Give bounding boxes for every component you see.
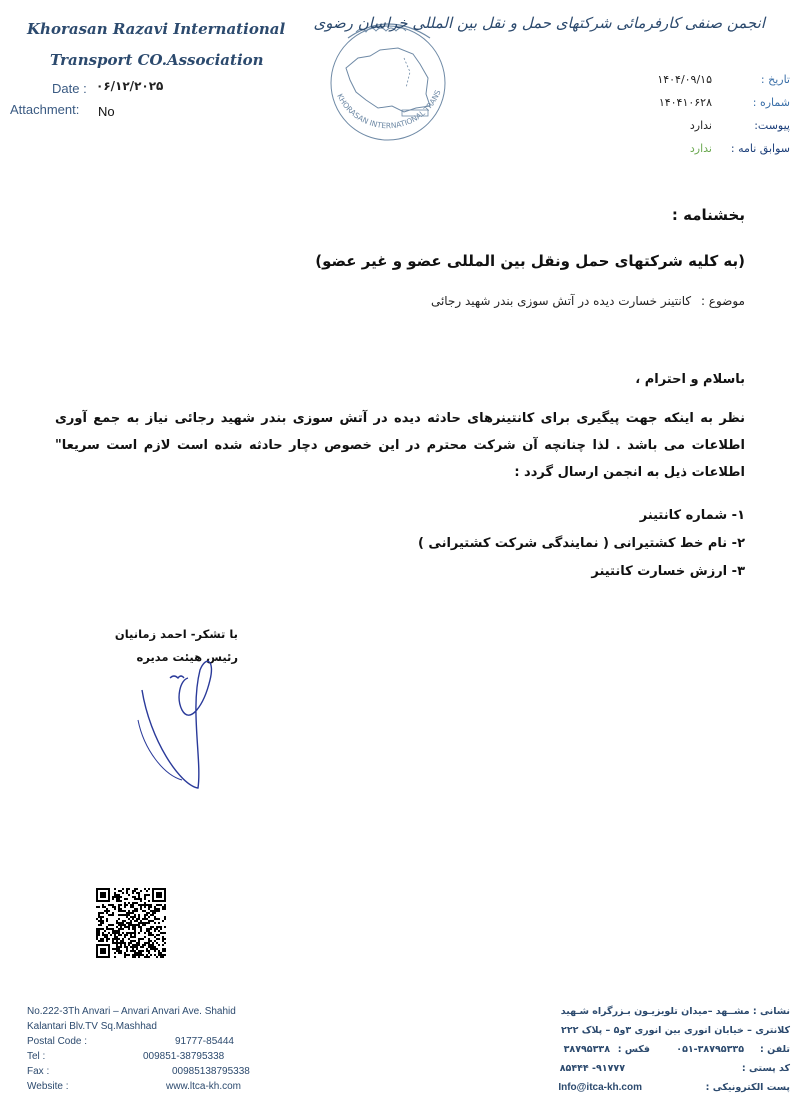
signoff-title: رئیس هیئت مدیره [136, 650, 238, 664]
footer-en [27, 1004, 287, 1094]
attachment-label: Attachment: [10, 102, 80, 117]
footer-fa-tel-value: ۰۵۱-۳۸۷۹۵۳۳۵ [676, 1044, 744, 1055]
subject-label: موضوع : [700, 294, 745, 308]
footer-en-tel-label: Tel : [27, 1051, 46, 1062]
signature-scribble-icon [130, 650, 230, 790]
footer-en-postal-label: Postal Code : [27, 1036, 88, 1047]
date-value: ۰۶/۱۲/۲۰۲۵ [96, 79, 164, 93]
qr-code-icon [96, 888, 166, 958]
footer-en-address-line1: No.222-3Th Anvari – Anvari Anvari Ave. Shahid [27, 1006, 236, 1017]
footer-fa-email-label: پست الکترونیکی : [705, 1082, 790, 1093]
list-item-damage-value: ۳- ارزش خسارت کانتینر [591, 564, 745, 579]
footer-fa-tel-label: تلفن : [760, 1044, 790, 1055]
meta-row-history [630, 142, 790, 164]
meta-date-value: ۱۴۰۴/۰۹/۱۵ [657, 73, 712, 86]
meta-row-number [630, 96, 790, 118]
meta-number-value: ۱۴۰۴۱۰۶۲۸ [658, 96, 712, 109]
footer-en-address-line2: Kalantari Blv.TV Sq.Mashhad [27, 1021, 157, 1032]
meta-number-label: شماره : [752, 96, 790, 109]
footer-fa-fax-value: ۳۸۷۹۵۳۳۸ [563, 1044, 610, 1055]
list-item-shipping-line: ۲- نام خط کشتیرانی ( نمایندگی شرکت کشتیرانی ) [417, 536, 745, 551]
letter-recipient: (به کلیه شرکتهای حمل ونقل بین المللی عضو و غیر عضو) [315, 252, 745, 270]
qr-code [96, 888, 166, 958]
subject-value: کانتینر خسارت دیده در آتش سوزی بندر شهید رجائی [430, 294, 692, 308]
org-name-en-line2: Transport CO.Association [50, 51, 264, 69]
footer-fa-fax-label: فکس : [617, 1044, 650, 1055]
meta-row-attachment [630, 119, 790, 141]
footer-en-fax-label: Fax : [27, 1066, 50, 1077]
org-name-fa-calligraphy: انجمن صنفی کارفرمائی شرکتهای حمل و نقل بین المللی خراسان رضوی [313, 14, 765, 32]
footer-fa [550, 1002, 790, 1097]
footer-fa-postal-label: کد پستی : [741, 1063, 790, 1074]
list-item-container-number: ۱- شماره کانتینر [639, 508, 745, 523]
meta-history-label: سوابق نامه : [730, 142, 790, 155]
footer-fa-postal-value: ۹۱۷۷۷- ۸۵۴۴۴ [559, 1063, 625, 1074]
attachment-value: No [98, 104, 115, 119]
letter-greeting: باسلام و احترام ، [635, 372, 745, 387]
meta-history-value: ندارد [689, 142, 712, 155]
meta-row-date [630, 73, 790, 95]
meta-attachment-value: ندارد [689, 119, 712, 132]
signoff-name: با تشکر- احمد زمانیان [114, 627, 238, 641]
footer-en-website-label: Website : [27, 1081, 69, 1092]
letter-subject [431, 294, 745, 308]
footer-en-tel-value: 009851-38795338 [143, 1051, 225, 1062]
org-name-en-line1: Khorasan Razavi International [27, 20, 286, 38]
footer-fa-email-value[interactable]: Info@itca-kh.com [558, 1082, 642, 1093]
footer-en-website-value[interactable]: www.ltca-kh.com [166, 1081, 242, 1092]
date-label: Date : [52, 81, 87, 96]
handwritten-signature [130, 650, 230, 790]
footer-fa-address-line2: کلانتری – خیابان انوری بین انوری ۳و۵ – پلاک ۲۲۲ [561, 1025, 790, 1036]
letter-heading: بخشنامه : [671, 206, 745, 224]
letter-paragraph: نظر به اینکه جهت پیگیری برای کانتینرهای حادثه دیده در آتش سوزی بندر شهید رجائی نیاز به جمع آوری اطلاعات می باشد . لذا چنانچه آن شرکت محترم در این خصوص دچار حادثه شده است لازم است سریعا" اطلاعات ذیل به انجمن ارسال گردد : [55, 411, 745, 480]
footer-en-postal-value: 91777-85444 [175, 1036, 234, 1047]
footer-en-fax-value: 00985138795338 [172, 1066, 250, 1077]
meta-attachment-label: پیوست: [754, 119, 790, 132]
svg-text:KHORASAN INTERNATIONAL TRANSPO: KHORASAN INTERNATIONAL TRANS [335, 88, 443, 131]
footer-fa-address-line1: نشانی : مشــهد –میدان تلویزیـون بـزرگراه شـهید [560, 1006, 790, 1017]
meta-date-label: تاریخ : [760, 73, 790, 86]
